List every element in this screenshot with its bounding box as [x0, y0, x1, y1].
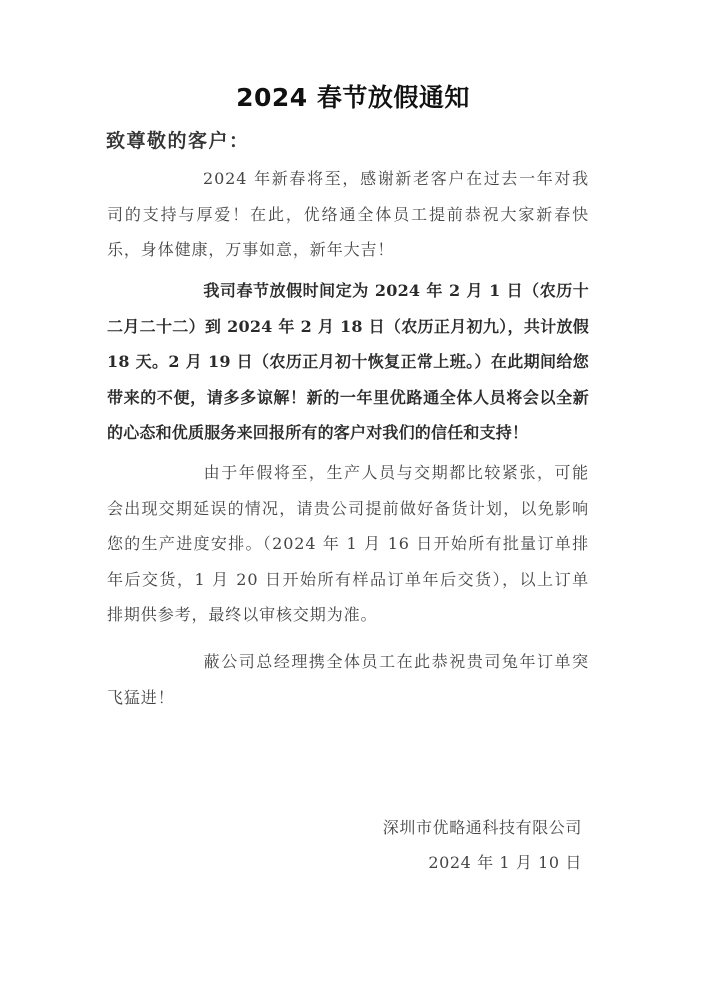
signature-date: 2024 年 1 月 10 日: [428, 853, 582, 872]
page-title: 2024 春节放假通知: [236, 83, 470, 112]
paragraph-delivery-notice: [107, 455, 589, 633]
paragraph-greeting: [107, 161, 589, 268]
paragraph-text: 我司春节放假时间定为 2024 年 2 月 1 日（农历十二月二十二）到 2024 年 2 月 18 日（农历正月初九），共计放假 18 天。2 月 19 日（农历正月初十恢复正常上班。）在此期间给您带来的不便，请多多谅解！新的一年里优路通全体人员将会以全新的心态和优质服务来回报所有的客户对我们的信任和支持！: [107, 281, 589, 442]
paragraph-text: 2024 年新春将至，感谢新老客户在过去一年对我司的支持与厚爱！在此，优络通全体员工提前恭祝大家新春快乐，身体健康，万事如意，新年大吉！: [107, 169, 589, 259]
paragraph-text: 由于年假将至，生产人员与交期都比较紧张，可能会出现交期延误的情况，请贵公司提前做好备货计划，以免影响您的生产进度安排。（2024 年 1 月 16 日开始所有批量订单排年后交货，1 月 20 日开始所有样品订单年后交货），以上订单排期供参考，最终以审核交期为准。: [107, 463, 589, 624]
greeting: 致尊敬的客户：: [106, 130, 250, 152]
paragraph-closing-wishes: [107, 644, 589, 715]
paragraph-holiday-schedule: [107, 273, 589, 451]
signature-company: 深圳市优略通科技有限公司: [382, 818, 582, 837]
paragraph-text: 蔽公司总经理携全体员工在此恭祝贵司兔年订单突飞猛进！: [107, 652, 589, 707]
